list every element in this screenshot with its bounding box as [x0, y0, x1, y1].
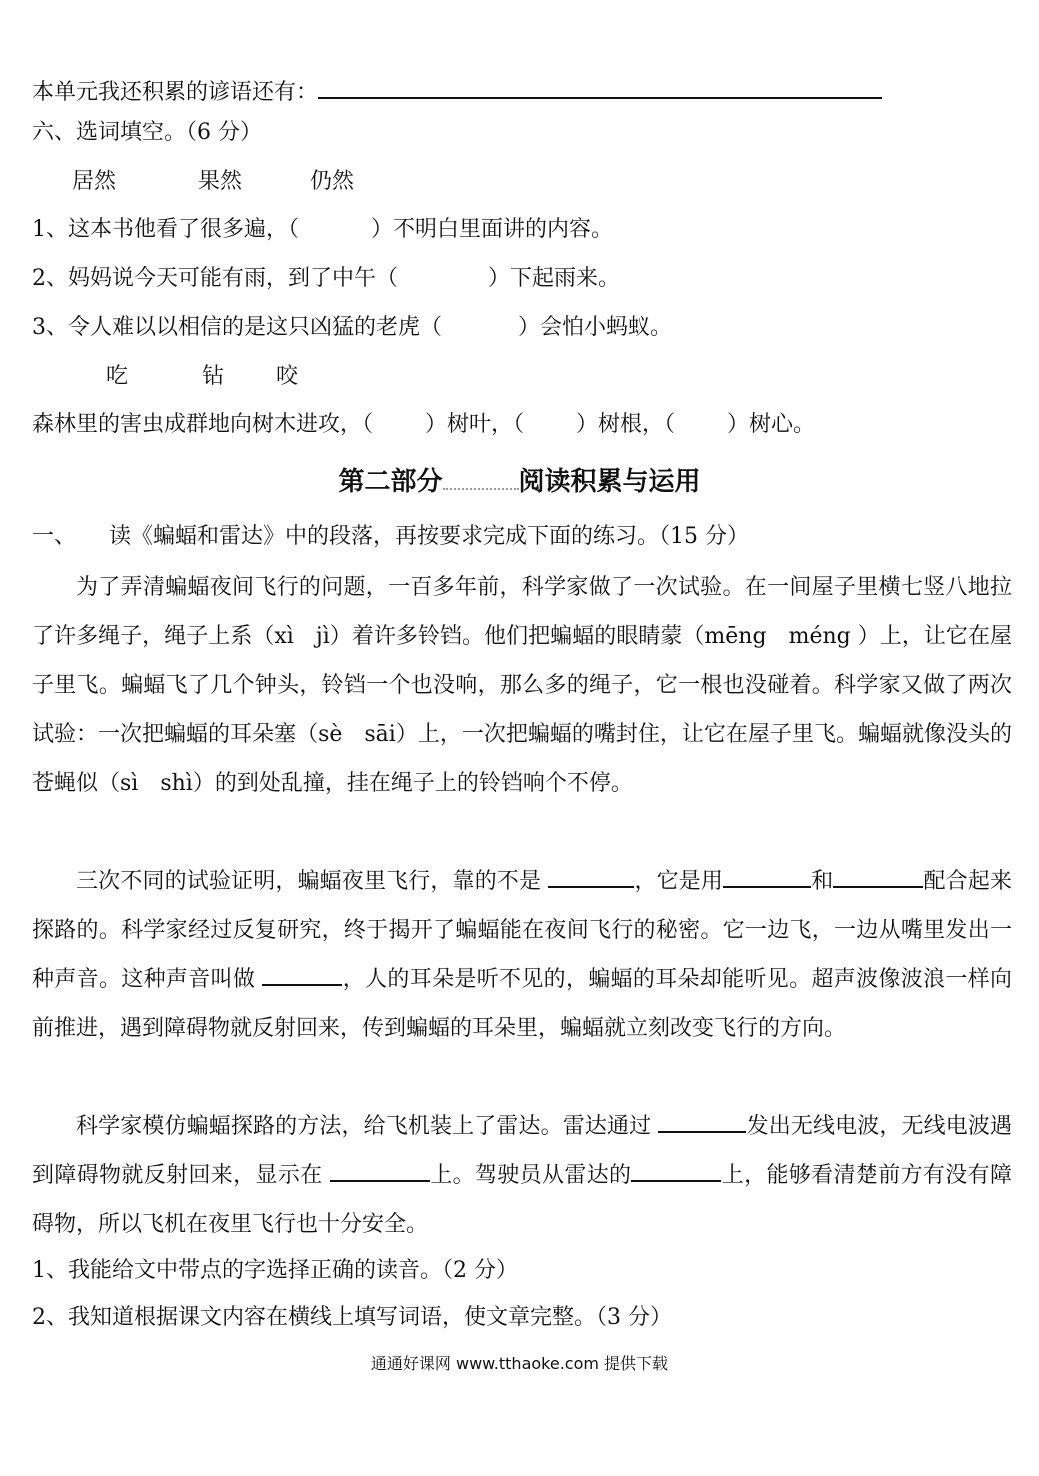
answer-blank[interactable] — [631, 1158, 721, 1182]
question-text: ）不明白里面讲的内容。 — [371, 217, 614, 242]
proverbs-blank[interactable] — [318, 75, 882, 99]
dotted-divider — [443, 482, 519, 490]
proverbs-line — [32, 75, 882, 108]
reading-intro: 一、 读《蝙蝠和雷达》中的段落，再按要求完成下面的练习。（15 分） — [32, 524, 749, 549]
reading-paragraph-1: 为了弄清蝙蝠夜间飞行的问题，一百多年前，科学家做了一次试验。在一间屋子里横七竖八地拉了许多绳子，绳子上系（xì jì）着许多铃铛。他们把蝙蝠的眼睛蒙（mēng méng ）上，让它在屋子里飞。蝙蝠飞了几个钟头，铃铛一个也没响，那么多的绳子，它一根也没碰着。科学家又做了两次试验：一次把蝙蝠的耳朵塞（sè sāi）上，一次把蝙蝠的嘴封住，让它在屋子里飞。蝙蝠就像没头的苍蝇似（sì shì）的到处乱撞，挂在绳子上的铃铛响个不停。 — [32, 575, 1012, 796]
paragraph-text: 和 — [811, 869, 834, 894]
part2-heading-left: 第二部分 — [338, 467, 443, 497]
word-option: 咬 — [276, 364, 299, 389]
paragraph-text: 科学家模仿蝙蝠探路的方法，给飞机装上了雷达。雷达通过 — [76, 1114, 652, 1139]
paragraph-text: 上，能够看清楚前方有没有障碍物，所以飞机在夜里飞行也十分安全。 — [32, 1163, 1012, 1237]
question-1 — [32, 215, 613, 245]
question-text: 3、令人难以以相信的是这只凶猛的老虎（ — [32, 315, 442, 340]
question-text: 森林里的害虫成群地向树木进攻，（ — [32, 412, 374, 437]
paragraph-text: ，人的耳朵是听不见的，蝙蝠的耳朵却能听见。超声波像波浪一样向前推进，遇到障碍物就反射回来，传到蝙蝠的耳朵里，蝙蝠就立刻改变飞行的方向。 — [32, 967, 1012, 1041]
word-option: 吃 — [106, 364, 129, 389]
question-text: ）树心。 — [727, 412, 816, 437]
paragraph-text: 配合起来探路的。科学家经过反复研究，终于揭开了蝙蝠能在夜间飞行的秘密。它一边飞，一边从嘴里发出一种声音。这种声音叫做 — [32, 869, 1012, 992]
question-text: 1、这本书他看了很多遍，（ — [32, 217, 299, 242]
word-option: 果然 — [198, 169, 243, 194]
word-option: 仍然 — [310, 169, 355, 194]
exercise-2: 2、我知道根据课文内容在横线上填写词语，使文章完整。（3 分） — [32, 1305, 672, 1330]
answer-blank[interactable] — [658, 1109, 746, 1133]
question-4 — [32, 410, 815, 440]
exercise-1: 1、我能给文中带点的字选择正确的读音。（2 分） — [32, 1258, 518, 1283]
question-text: ）下起雨来。 — [488, 266, 621, 291]
reading-paragraph-3 — [32, 1102, 1012, 1249]
question-2 — [32, 264, 620, 294]
word-option: 钻 — [202, 364, 225, 389]
answer-blank[interactable] — [262, 962, 342, 986]
question-text: ）树根，（ — [576, 412, 676, 437]
word-options-2 — [106, 362, 298, 392]
reading-paragraph-2 — [32, 857, 1012, 1053]
footer-credit: 通通好课网 www.tthaoke.com 提供下载 — [370, 1354, 669, 1373]
question-text: ）会怕小蚂蚁。 — [518, 315, 673, 340]
question-3 — [32, 313, 672, 343]
answer-blank[interactable] — [723, 864, 811, 888]
paragraph-text: 发出无线电波，无线电波遇到障碍物就反射回来，显示在 — [32, 1114, 1012, 1188]
paragraph-text: ，它是用 — [634, 869, 724, 894]
answer-blank[interactable] — [548, 864, 634, 888]
question-text: 2、妈妈说今天可能有雨，到了中午（ — [32, 266, 398, 291]
part2-heading — [0, 465, 1039, 499]
paragraph-text: 上。驾驶员从雷达的 — [429, 1163, 632, 1188]
answer-blank[interactable] — [330, 1158, 430, 1182]
question-text: ）树叶，（ — [425, 412, 525, 437]
part2-heading-right: 阅读积累与运用 — [518, 467, 701, 497]
paragraph-text: 三次不同的试验证明，蝙蝠夜里飞行，靠的不是 — [76, 869, 542, 894]
proverbs-label: 本单元我还积累的谚语还有： — [32, 80, 319, 105]
section6-title: 六、选词填空。（6 分） — [32, 120, 262, 145]
word-options-1 — [72, 167, 354, 197]
answer-blank[interactable] — [833, 864, 923, 888]
word-option: 居然 — [72, 169, 117, 194]
